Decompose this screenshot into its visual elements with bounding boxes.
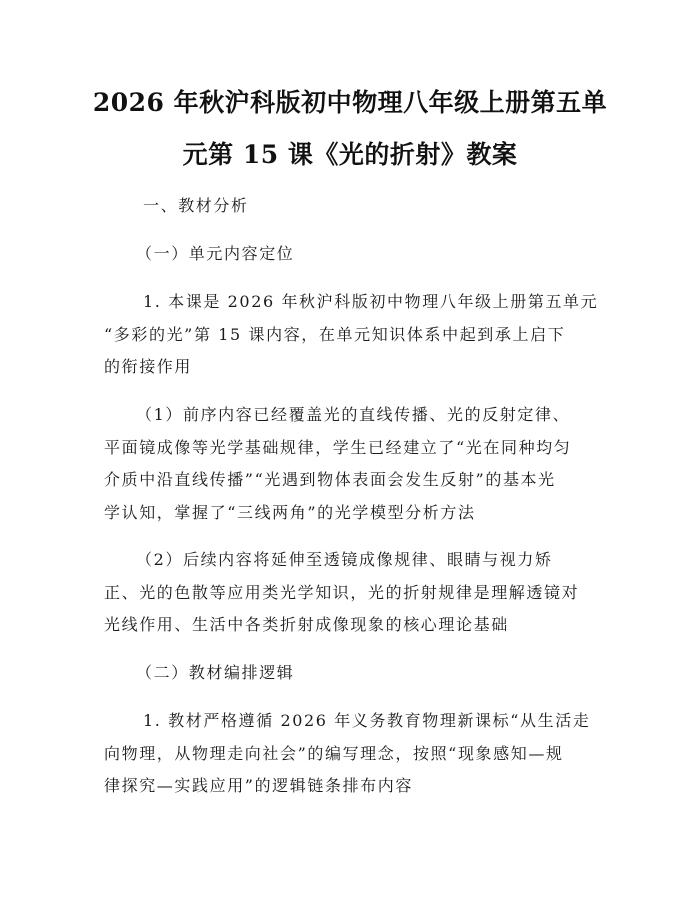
paragraph-1-line-1: 1. 本课是 2026 年秋沪科版初中物理八年级上册第五单元 (143, 292, 599, 311)
paragraph-1-line-3: 的衔接作用 (104, 357, 193, 376)
paragraph-2-line-2: 平面镜成像等光学基础规律，学生已经建立了“光在同种均匀 (104, 438, 572, 457)
paragraph-3-line-2: 正、光的色散等应用类光学知识，光的折射规律是理解透镜对 (104, 583, 580, 602)
paragraph-2-line-1: （1）前序内容已经覆盖光的直线传播、光的反射定律、 (136, 405, 571, 424)
paragraph-4-line-1: 1. 教材严格遵循 2026 年义务教育物理新课标“从生活走 (143, 711, 591, 730)
paragraph-3-line-3: 光线作用、生活中各类折射成像现象的核心理论基础 (104, 615, 509, 634)
subheading-unit-positioning: （一）单元内容定位 (136, 244, 295, 263)
paragraph-2-line-4: 学认知，掌握了“三线两角”的光学模型分析方法 (104, 503, 476, 522)
paragraph-1-line-2: “多彩的光”第 15 课内容，在单元知识体系中起到承上启下 (104, 325, 566, 344)
paragraph-3-line-1: （2）后续内容将延伸至透镜成像规律、眼睛与视力矫 (136, 550, 553, 569)
section-heading-textbook-analysis: 一、教材分析 (143, 196, 249, 215)
paragraph-2-line-3: 介质中沿直线传播”“光遇到物体表面会发生反射”的基本光 (104, 470, 556, 489)
document-title-line-1: 2026 年秋沪科版初中物理八年级上册第五单 (92, 88, 608, 117)
document-title-line-2: 元第 15 课《光的折射》教案 (182, 140, 518, 169)
paragraph-4-line-2: 向物理，从物理走向社会”的编写理念，按照“现象感知—规 (104, 744, 564, 763)
subheading-textbook-arrangement: （二）教材编排逻辑 (136, 663, 295, 682)
paragraph-4-line-3: 律探究—实践应用”的逻辑链条排布内容 (104, 776, 413, 795)
